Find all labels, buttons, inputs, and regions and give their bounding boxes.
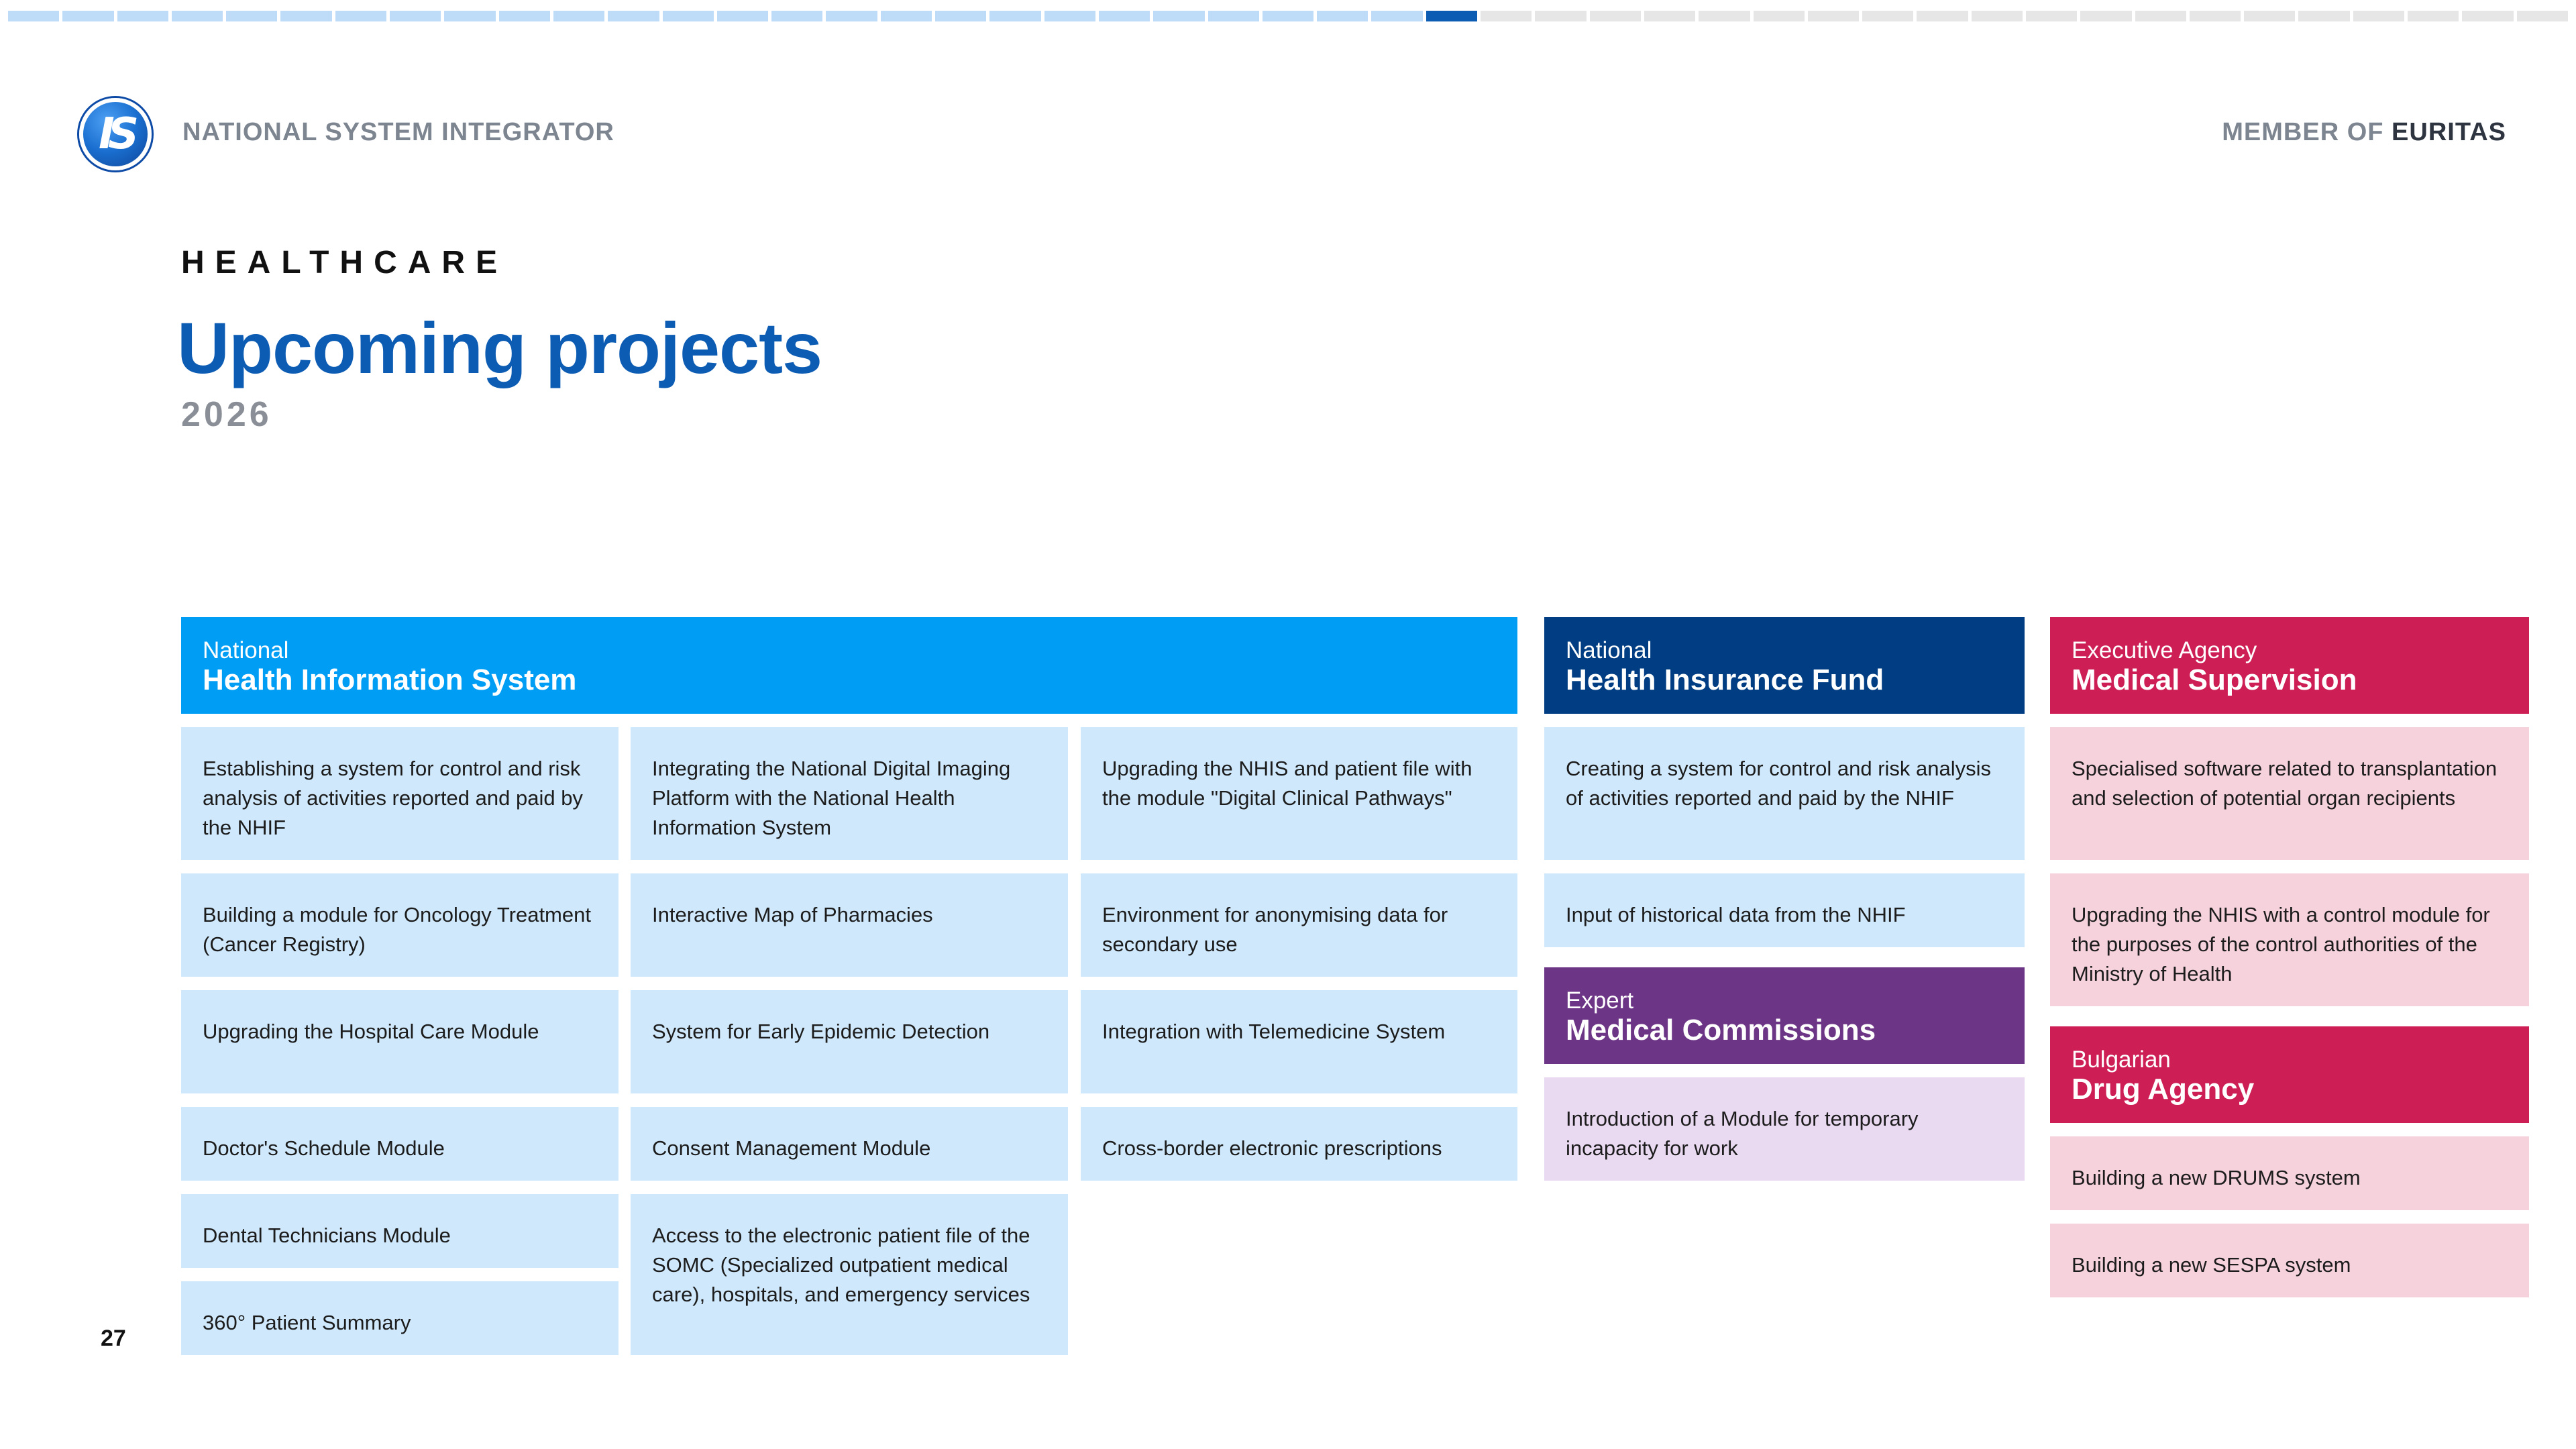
- progress-segment[interactable]: [2298, 11, 2349, 21]
- commissions-header-name: Medical Commissions: [1566, 1014, 1876, 1046]
- project-card: Upgrading the NHIS and patient file with the module "Digital Clinical Pathways": [1081, 727, 1517, 860]
- progress-segment[interactable]: [989, 11, 1040, 21]
- project-card: Upgrading the Hospital Care Module: [181, 990, 619, 1093]
- supervision-header-name: Medical Supervision: [2072, 663, 2357, 696]
- progress-segment[interactable]: [1754, 11, 1805, 21]
- progress-segment[interactable]: [172, 11, 223, 21]
- progress-segment[interactable]: [1481, 11, 1532, 21]
- progress-segment[interactable]: [2353, 11, 2404, 21]
- progress-segment[interactable]: [717, 11, 768, 21]
- progress-segment[interactable]: [2026, 11, 2077, 21]
- page-number: 27: [101, 1326, 126, 1351]
- progress-segment[interactable]: [2462, 11, 2513, 21]
- project-card: Cross-border electronic prescriptions: [1081, 1107, 1517, 1181]
- progress-segment[interactable]: [1862, 11, 1913, 21]
- drug-agency-header-pre: Bulgarian: [2072, 1046, 2171, 1073]
- progress-segment[interactable]: [1535, 11, 1586, 21]
- progress-segment[interactable]: [2190, 11, 2241, 21]
- progress-segment[interactable]: [881, 11, 932, 21]
- nhis-header-pre: National: [203, 637, 289, 663]
- project-card: Consent Management Module: [631, 1107, 1068, 1181]
- nhis-header: [181, 617, 1517, 714]
- drug-agency-header: [2050, 1026, 2529, 1123]
- progress-segment[interactable]: [1208, 11, 1259, 21]
- is-logo-icon: [79, 98, 152, 170]
- progress-segment[interactable]: [1917, 11, 1968, 21]
- member-prefix: MEMBER OF: [2222, 118, 2384, 146]
- logo-text: IS: [99, 109, 132, 159]
- project-card: Specialised software related to transplantation and selection of potential organ recipients: [2050, 727, 2529, 860]
- progress-segment[interactable]: [608, 11, 659, 21]
- year-label: 2026: [181, 395, 272, 434]
- project-card: Doctor's Schedule Module: [181, 1107, 619, 1181]
- project-card: Building a new SESPA system: [2050, 1224, 2529, 1297]
- section-label: HEALTHCARE: [181, 245, 508, 280]
- project-card: Building a module for Oncology Treatment (Cancer Registry): [181, 873, 619, 977]
- progress-segment[interactable]: [1371, 11, 1422, 21]
- project-card: Upgrading the NHIS with a control module for the purposes of the control authorities of the Ministry of Health: [2050, 873, 2529, 1006]
- progress-segment[interactable]: [2244, 11, 2295, 21]
- nhif-header-pre: National: [1566, 637, 1652, 663]
- progress-segment[interactable]: [1808, 11, 1859, 21]
- progress-segment[interactable]: [390, 11, 441, 21]
- progress-segment[interactable]: [663, 11, 714, 21]
- project-card: Creating a system for control and risk analysis of activities reported and paid by the NHIF: [1544, 727, 2025, 860]
- membership-label: [2222, 118, 2506, 147]
- nhif-header: [1544, 617, 2025, 714]
- nhis-header-name: Health Information System: [203, 663, 577, 696]
- progress-segment[interactable]: [117, 11, 168, 21]
- progress-segment[interactable]: [8, 11, 59, 21]
- project-card: Environment for anonymising data for secondary use: [1081, 873, 1517, 977]
- commissions-header: [1544, 967, 2025, 1064]
- progress-segment[interactable]: [1263, 11, 1313, 21]
- supervision-header-pre: Executive Agency: [2072, 637, 2257, 663]
- progress-segment[interactable]: [1590, 11, 1641, 21]
- progress-segment[interactable]: [1153, 11, 1204, 21]
- slide-progress-bar[interactable]: [8, 11, 2568, 21]
- page-title: Upcoming projects: [177, 307, 822, 388]
- progress-segment[interactable]: [826, 11, 877, 21]
- project-card: Establishing a system for control and risk analysis of activities reported and paid by the NHIF: [181, 727, 619, 860]
- project-card: 360° Patient Summary: [181, 1281, 619, 1355]
- drug-agency-header-name: Drug Agency: [2072, 1073, 2255, 1106]
- progress-segment[interactable]: [2080, 11, 2131, 21]
- progress-segment[interactable]: [1044, 11, 1095, 21]
- project-card: Integrating the National Digital Imaging Platform with the National Health Information System: [631, 727, 1068, 860]
- progress-segment[interactable]: [771, 11, 822, 21]
- progress-segment[interactable]: [2517, 11, 2568, 21]
- project-card: Introduction of a Module for temporary incapacity for work: [1544, 1077, 2025, 1181]
- progress-segment[interactable]: [1699, 11, 1750, 21]
- project-card: Access to the electronic patient file of the SOMC (Specialized outpatient medical care), hospitals, and emergency services: [631, 1194, 1068, 1355]
- project-card: Interactive Map of Pharmacies: [631, 873, 1068, 977]
- progress-segment[interactable]: [226, 11, 277, 21]
- progress-segment[interactable]: [2408, 11, 2459, 21]
- progress-segment[interactable]: [335, 11, 386, 21]
- commissions-header-pre: Expert: [1566, 987, 1634, 1014]
- member-org: EURITAS: [2392, 118, 2506, 146]
- project-card: System for Early Epidemic Detection: [631, 990, 1068, 1093]
- project-card: Integration with Telemedicine System: [1081, 990, 1517, 1093]
- progress-segment[interactable]: [1099, 11, 1150, 21]
- supervision-header: [2050, 617, 2529, 714]
- progress-segment[interactable]: [499, 11, 550, 21]
- progress-segment[interactable]: [1317, 11, 1368, 21]
- progress-segment[interactable]: [2135, 11, 2186, 21]
- project-card: Dental Technicians Module: [181, 1194, 619, 1268]
- progress-segment-current[interactable]: [1426, 11, 1477, 21]
- progress-segment[interactable]: [444, 11, 495, 21]
- progress-segment[interactable]: [280, 11, 331, 21]
- progress-segment[interactable]: [1644, 11, 1695, 21]
- progress-segment[interactable]: [62, 11, 113, 21]
- project-card: Input of historical data from the NHIF: [1544, 873, 2025, 947]
- project-card: Building a new DRUMS system: [2050, 1136, 2529, 1210]
- brand-name: NATIONAL SYSTEM INTEGRATOR: [182, 118, 614, 146]
- progress-segment[interactable]: [935, 11, 986, 21]
- progress-segment[interactable]: [553, 11, 604, 21]
- progress-segment[interactable]: [1972, 11, 2023, 21]
- nhif-header-name: Health Insurance Fund: [1566, 663, 1884, 696]
